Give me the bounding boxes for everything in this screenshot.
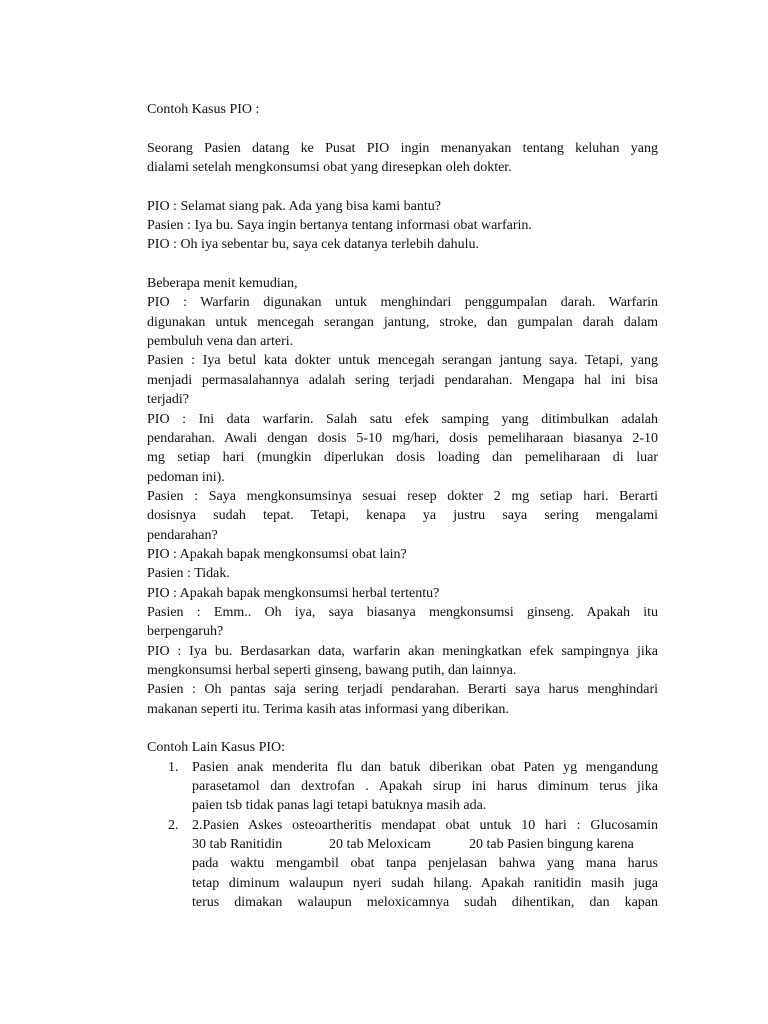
list-line: pada waktu mengambil obat tanpa penjelasan bahwa yang mana harus: [192, 856, 658, 872]
dialog-line: pendarahan?: [147, 527, 218, 543]
list-item-text: [192, 816, 658, 913]
tab-segment: 20 tab Pasien bingung karena: [469, 837, 634, 853]
dialog-line: pendarahan. Awali dengan dosis 5-10 mg/hari, dosis pemeliharaan biasanya 2-10: [147, 430, 658, 446]
list-line: terus dimakan walaupun meloxicamnya sudah dihentikan, dan kapan: [192, 895, 658, 911]
dialog-line: mg setiap hari (mungkin diperlukan dosis loading dan pemeliharaan di luar: [147, 450, 658, 466]
list-number: 2.: [168, 817, 179, 833]
blank-line: [147, 255, 658, 274]
dialog-line: PIO : Apakah bapak mengkonsumsi obat lain?: [147, 546, 407, 562]
document-page: [147, 100, 658, 912]
document-heading: Contoh Kasus PIO :: [147, 102, 260, 117]
dialog-line: PIO : Apakah bapak mengkonsumsi herbal tertentu?: [147, 585, 440, 601]
intro-paragraph: [147, 139, 658, 178]
list-line: Pasien anak menderita flu dan batuk diberikan obat Paten yg mengandung: [192, 759, 658, 775]
dialog-line: menjadi permasalahannya adalah sering terjadi pendarahan. Mengapa hal ini bisa: [147, 372, 658, 388]
list-item: [147, 758, 658, 816]
dialog-line: Pasien : Saya mengkonsumsinya sesuai resep dokter 2 mg setiap hari. Berarti: [147, 488, 658, 504]
blank-line: [147, 719, 658, 738]
dialog-line: berpengaruh?: [147, 624, 224, 640]
dialog-line: mengkonsumsi herbal seperti ginseng, bawang putih, dan lainnya.: [147, 662, 517, 678]
dialog-line: PIO : Oh iya sebentar bu, saya cek datanya terlebih dahulu.: [147, 237, 480, 253]
paragraph-line: Seorang Pasien datang ke Pusat PIO ingin menanyakan tentang keluhan yang: [147, 140, 658, 156]
dialog-line: PIO : Ini data warfarin. Salah satu efek samping yang ditimbulkan adalah: [147, 411, 658, 427]
dialog-line: Pasien : Iya bu. Saya ingin bertanya tentang informasi obat warfarin.: [147, 218, 532, 234]
dialog-consultation: [147, 274, 658, 719]
list-line: tetap diminum walaupun nyeri sudah hilang. Apakah ranitidin masih juga: [192, 875, 658, 891]
dialog-line: Pasien : Oh pantas saja sering terjadi pendarahan. Berarti saya harus menghindari: [147, 682, 658, 698]
dialog-line: Pasien : Emm.. Oh iya, saya biasanya mengkonsumsi ginseng. Apakah itu: [147, 604, 658, 620]
list-line: 2.Pasien Askes osteoartheritis mendapat obat untuk 10 hari : Glucosamin: [192, 817, 658, 833]
list-item-text: [192, 758, 658, 816]
list-line: parasetamol dan dextrofan . Apakah sirup ini harus diminum terus jika: [192, 779, 658, 795]
list-line: paien tsb tidak panas lagi tetapi batuknya masih ada.: [192, 798, 487, 814]
dialog-line: dosisnya sudah tepat. Tetapi, kenapa ya justru saya sering mengalami: [147, 508, 658, 524]
dialog-line: PIO : Iya bu. Berdasarkan data, warfarin akan meningkatkan efek sampingnya jika: [147, 643, 658, 659]
list-number: 1.: [168, 759, 179, 775]
dialog-line: digunakan untuk mencegah serangan jantung, stroke, dan gumpalan darah dalam: [147, 314, 658, 330]
dialog-line: Beberapa menit kemudian,: [147, 276, 298, 292]
dialog-line: terjadi?: [147, 392, 189, 408]
dialog-line: makanan seperti itu. Terima kasih atas informasi yang diberikan.: [147, 701, 509, 717]
paragraph-line: dialami setelah mengkonsumsi obat yang diresepkan oleh dokter.: [147, 160, 512, 176]
tab-segment: 30 tab Ranitidin: [192, 837, 283, 853]
blank-line: [147, 119, 658, 138]
list-item: [147, 816, 658, 913]
tab-segment: 20 tab Meloxicam: [329, 837, 431, 853]
case-list: [147, 758, 658, 913]
list-line-tabbed: [192, 835, 658, 854]
other-cases-heading: Contoh Lain Kasus PIO:: [147, 740, 286, 756]
dialog-line: pedoman ini).: [147, 469, 225, 485]
dialog-line: Pasien : Iya betul kata dokter untuk mencegah serangan jantung saya. Tetapi, yang: [147, 353, 658, 369]
dialog-line: pembuluh vena dan arteri.: [147, 334, 294, 350]
dialog-line: PIO : Warfarin digunakan untuk menghindari penggumpalan darah. Warfarin: [147, 295, 658, 311]
dialog-line: Pasien : Tidak.: [147, 566, 230, 582]
dialog-opening: [147, 197, 658, 255]
dialog-line: PIO : Selamat siang pak. Ada yang bisa kami bantu?: [147, 198, 441, 214]
blank-line: [147, 177, 658, 196]
